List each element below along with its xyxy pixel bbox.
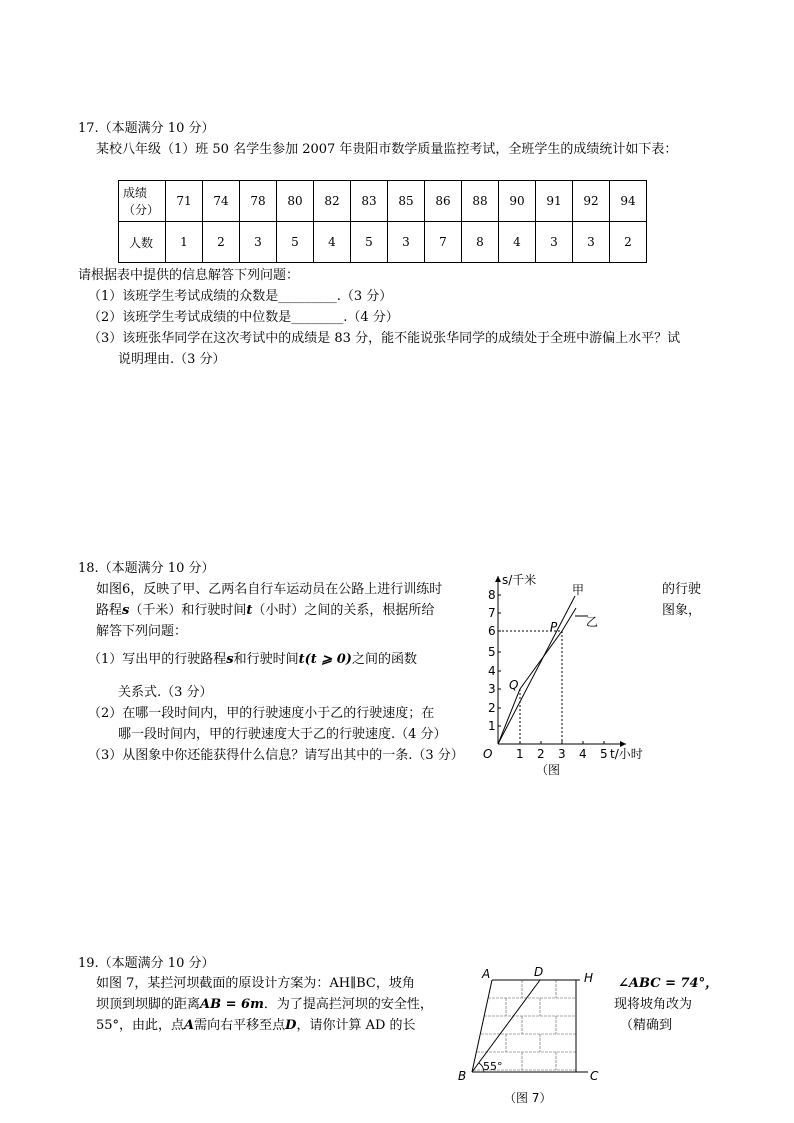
- q18-part1-cont: 关系式.（3 分）: [118, 685, 213, 700]
- q19-line3-right: （精确到: [620, 1018, 673, 1033]
- score-cell: 86: [425, 181, 462, 222]
- y-tick-label: 3: [488, 682, 496, 696]
- q18-line2: [96, 602, 434, 620]
- q19-line2-right: 现将坡角改为: [614, 997, 693, 1012]
- y-tick-label: 4: [488, 664, 496, 678]
- score-cell: 82: [314, 181, 351, 222]
- score-cell: 94: [610, 181, 647, 222]
- score-cell: 92: [573, 181, 610, 222]
- q19-line2-pre: 坝顶到坝脚的距离: [96, 997, 201, 1012]
- q18-line1: 如图6，反映了甲、乙两名自行车运动员在公路上进行训练时: [96, 582, 443, 597]
- count-cell: 3: [388, 222, 425, 263]
- var-s: s: [226, 652, 234, 667]
- count-cell: 5: [351, 222, 388, 263]
- eq-ab: AB = 6m: [200, 997, 264, 1012]
- y-tick-label: 5: [488, 645, 496, 659]
- q17-intro: 某校八年级（1）班 50 名学生参加 2007 年贵阳市数学质量监控考试，全班学生的成绩统计如下表：: [96, 142, 678, 157]
- score-table: [118, 180, 647, 263]
- q18-part2: （2）在哪一段时间内，甲的行驶速度小于乙的行驶速度；在: [88, 706, 435, 721]
- x-tick-label: 4: [579, 747, 587, 761]
- q19-line1-right: ∠ABC = 74°，: [618, 976, 719, 991]
- count-cell: 7: [425, 222, 462, 263]
- q18-part2-cont: 哪一段时间内，甲的行驶速度大于乙的行驶速度.（4 分）: [118, 727, 447, 742]
- score-cell: 74: [203, 181, 240, 222]
- count-cell: 4: [314, 222, 351, 263]
- q18-part3: （3）从图象中你还能获得什么信息？请写出其中的一条.（3 分）: [88, 748, 464, 763]
- count-cell: 8: [462, 222, 499, 263]
- score-cell: 78: [240, 181, 277, 222]
- score-cell: 83: [351, 181, 388, 222]
- figure-6-graph: [478, 568, 658, 783]
- point-a: A: [184, 1018, 195, 1033]
- q17-prompt: 请根据表中提供的信息解答下列问题：: [78, 268, 300, 283]
- y-tick-label: 2: [488, 701, 496, 715]
- score-cell: 91: [536, 181, 573, 222]
- label-q: Q: [509, 678, 519, 692]
- q18-part1-mid: 和行驶时间: [233, 652, 299, 667]
- count-cell: 5: [277, 222, 314, 263]
- count-cell: 2: [203, 222, 240, 263]
- label-jia: 甲: [572, 583, 585, 597]
- score-cell: 71: [166, 181, 203, 222]
- count-cell: 3: [240, 222, 277, 263]
- q18-line2-right: 图象，: [662, 603, 702, 618]
- q18-line2-mid: （千米）和行驶时间: [129, 603, 247, 618]
- line-jia: [498, 596, 575, 744]
- var-t-condition: t(t ⩾ 0): [298, 652, 352, 667]
- label-b: B: [458, 1069, 467, 1083]
- score-row-label: 成绩（分）: [119, 181, 166, 222]
- count-row: [119, 222, 647, 263]
- label-h: H: [584, 971, 594, 985]
- q19-title: 19.（本题满分 10 分）: [78, 956, 215, 971]
- line-yi: [498, 608, 576, 744]
- x-tick-label: 1: [516, 747, 524, 761]
- x-tick-label: 5: [600, 747, 608, 761]
- count-cell: 2: [610, 222, 647, 263]
- label-d: D: [534, 965, 544, 979]
- q18-title: 18.（本题满分 10 分）: [78, 561, 215, 576]
- count-cell: 3: [536, 222, 573, 263]
- label-yi: 乙: [586, 615, 599, 629]
- figure-7-dam: [452, 962, 612, 1112]
- q18-line2-post: （小时）之间的关系，根据所给: [252, 603, 435, 618]
- x-tick-label: 3: [558, 747, 566, 761]
- figure-7-caption: （图 7）: [504, 1091, 552, 1105]
- q18-line2-pre: 路程: [96, 603, 123, 618]
- label-c: C: [590, 1069, 599, 1083]
- label-a: A: [482, 967, 491, 981]
- var-s: s: [122, 603, 130, 618]
- var-t: t: [246, 603, 253, 618]
- q19-line1: 如图 7，某拦河坝截面的原设计方案为：AH∥BC，坡角: [96, 976, 415, 991]
- q17-part3: （3）该班张华同学在这次考试中的成绩是 83 分，能不能说张华同学的成绩处于全班中游偏上水平？试: [88, 331, 681, 346]
- count-row-label: 人数: [119, 222, 166, 263]
- y-tick-label: 6: [488, 624, 496, 638]
- q19-line3-pre: 55°，由此，点: [96, 1018, 185, 1033]
- q19-line3-mid: 需向右平移至点: [194, 1018, 286, 1033]
- x-axis-label: t/小时: [610, 747, 643, 761]
- count-cell: 1: [166, 222, 203, 263]
- q18-part1-pre: （1）写出甲的行驶路程: [88, 652, 227, 667]
- count-cell: 3: [573, 222, 610, 263]
- q19-line3-post: ，请你计算 AD 的长: [296, 1018, 416, 1033]
- y-tick-label: 1: [488, 719, 496, 733]
- y-tick-label: 7: [488, 606, 496, 620]
- label-p: P: [550, 620, 558, 634]
- figure-6-caption: （图: [536, 763, 561, 777]
- score-cell: 90: [499, 181, 536, 222]
- q18-line3: 解答下列问题：: [96, 624, 188, 639]
- q18-part1-post: 之间的函数: [351, 652, 417, 667]
- q17-part3-cont: 说明理由.（3 分）: [118, 352, 226, 367]
- q17-part2: （2）该班学生考试成绩的中位数是________.（4 分）: [88, 310, 399, 325]
- q17-title: 17.（本题满分 10 分）: [78, 121, 215, 136]
- x-tick-label: 2: [537, 747, 545, 761]
- count-cell: 4: [499, 222, 536, 263]
- score-cell: 80: [277, 181, 314, 222]
- q19-line2-post: ．为了提高拦河坝的安全性，: [263, 997, 433, 1012]
- q18-line1-right: 的行驶: [662, 582, 702, 597]
- q19-line3: [96, 1017, 416, 1035]
- score-cell: 88: [462, 181, 499, 222]
- score-row: [119, 181, 647, 222]
- brick-pattern: [473, 980, 576, 1070]
- origin-label: O: [483, 747, 493, 761]
- q19-line2: [96, 996, 433, 1014]
- q18-part1: [88, 651, 417, 669]
- point-d: D: [285, 1018, 297, 1033]
- q17-part1: （1）该班学生考试成绩的众数是_________.（3 分）: [88, 289, 393, 304]
- angle-label: 55°: [483, 1060, 503, 1073]
- score-cell: 85: [388, 181, 425, 222]
- y-tick-label: 8: [488, 588, 496, 602]
- y-axis-label: s/千米: [502, 573, 537, 587]
